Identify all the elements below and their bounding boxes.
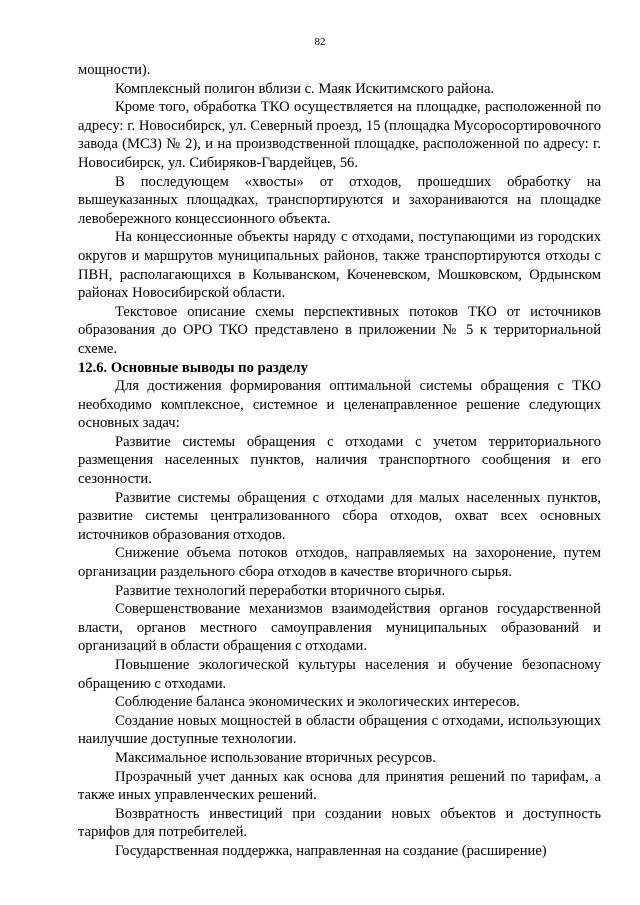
list-item-task: Развитие системы обращения с отходами для малых населенных пунктов, развитие системы централизованного сбора отходов, охват всех основных источников образования отходов. xyxy=(78,489,601,543)
paragraph-flow-scheme: Текстовое описание схемы перспективных потоков ТКО от источников образования до ОРО ТКО представлено в приложении № 5 к территориальной схеме. xyxy=(78,303,601,357)
list-item-task: Повышение экологической культуры населения и обучение безопасному обращению с отходами. xyxy=(78,657,601,692)
list-item-task: Совершенствование механизмов взаимодействия органов государственной власти, органов местного самоуправления муниципальных образований и организаций в области обращения с отходами. xyxy=(78,601,601,655)
paragraph-processing-sites: Кроме того, обработка ТКО осуществляется на площадке, расположенной по адресу: г. Новосибирск, ул. Северный проезд, 15 (площадка Мусоросортировочного завода (МСЗ) № 2), и на производственной площадке, расположенной по адресу: г. Новосибирск, ул. Сибиряков-Гвардейцев, 56. xyxy=(78,99,601,171)
list-item-task: Развитие системы обращения с отходами с учетом территориального размещения населенных пунктов, наличия транспортного сообщения и его сезонности. xyxy=(78,433,601,488)
list-item-task: Возвратность инвестиций при создании новых объектов и доступность тарифов для потребителей. xyxy=(78,805,601,841)
paragraph-continuation: мощности). xyxy=(78,62,151,78)
paragraph-concession-objects: На концессионные объекты наряду с отходами, поступающими из городских округов и маршрутов муниципальных районов, также транспортируются отходы с ПВН, располагающихся в Колыванском, Коченевском, Мошковском, Ордынском районах Новосибирской области. xyxy=(78,229,601,302)
page-number: 82 xyxy=(314,36,326,48)
paragraph-intro-tasks: Для достижения формирования оптимальной системы обращения с ТКО необходимо комплексное, системное и целенаправленное решение следующих основных задач: xyxy=(78,378,601,432)
paragraph-landfill-mayak: Комплексный полигон вблизи с. Маяк Искитимского района. xyxy=(115,80,495,97)
document-body xyxy=(78,61,601,861)
list-item-task: Развитие технологий переработки вторичного сырья. xyxy=(115,582,446,599)
list-item-task: Государственная поддержка, направленная на создание (расширение) xyxy=(115,842,547,859)
list-item-task: Снижение объема потоков отходов, направляемых на захоронение, путем организации раздельного сбора отходов в качестве вторичного сырья. xyxy=(78,545,601,581)
paragraph-tailings: В последующем «хвосты» от отходов, прошедших обработку на вышеуказанных площадках, транспортируются и захораниваются на площадке левобережного концессионного объекта. xyxy=(78,173,601,227)
list-item-task: Соблюдение баланса экономических и экологических интересов. xyxy=(115,694,520,711)
list-item-task: Максимальное использование вторичных ресурсов. xyxy=(115,749,436,766)
list-item-task: Прозрачный учет данных как основа для принятия решений по тарифам, а также иных управленческих решений. xyxy=(78,768,601,804)
section-heading: 12.6. Основные выводы по разделу xyxy=(78,359,308,376)
list-item-task: Создание новых мощностей в области обращения с отходами, использующих наилучшие доступные технологии. xyxy=(78,712,601,748)
